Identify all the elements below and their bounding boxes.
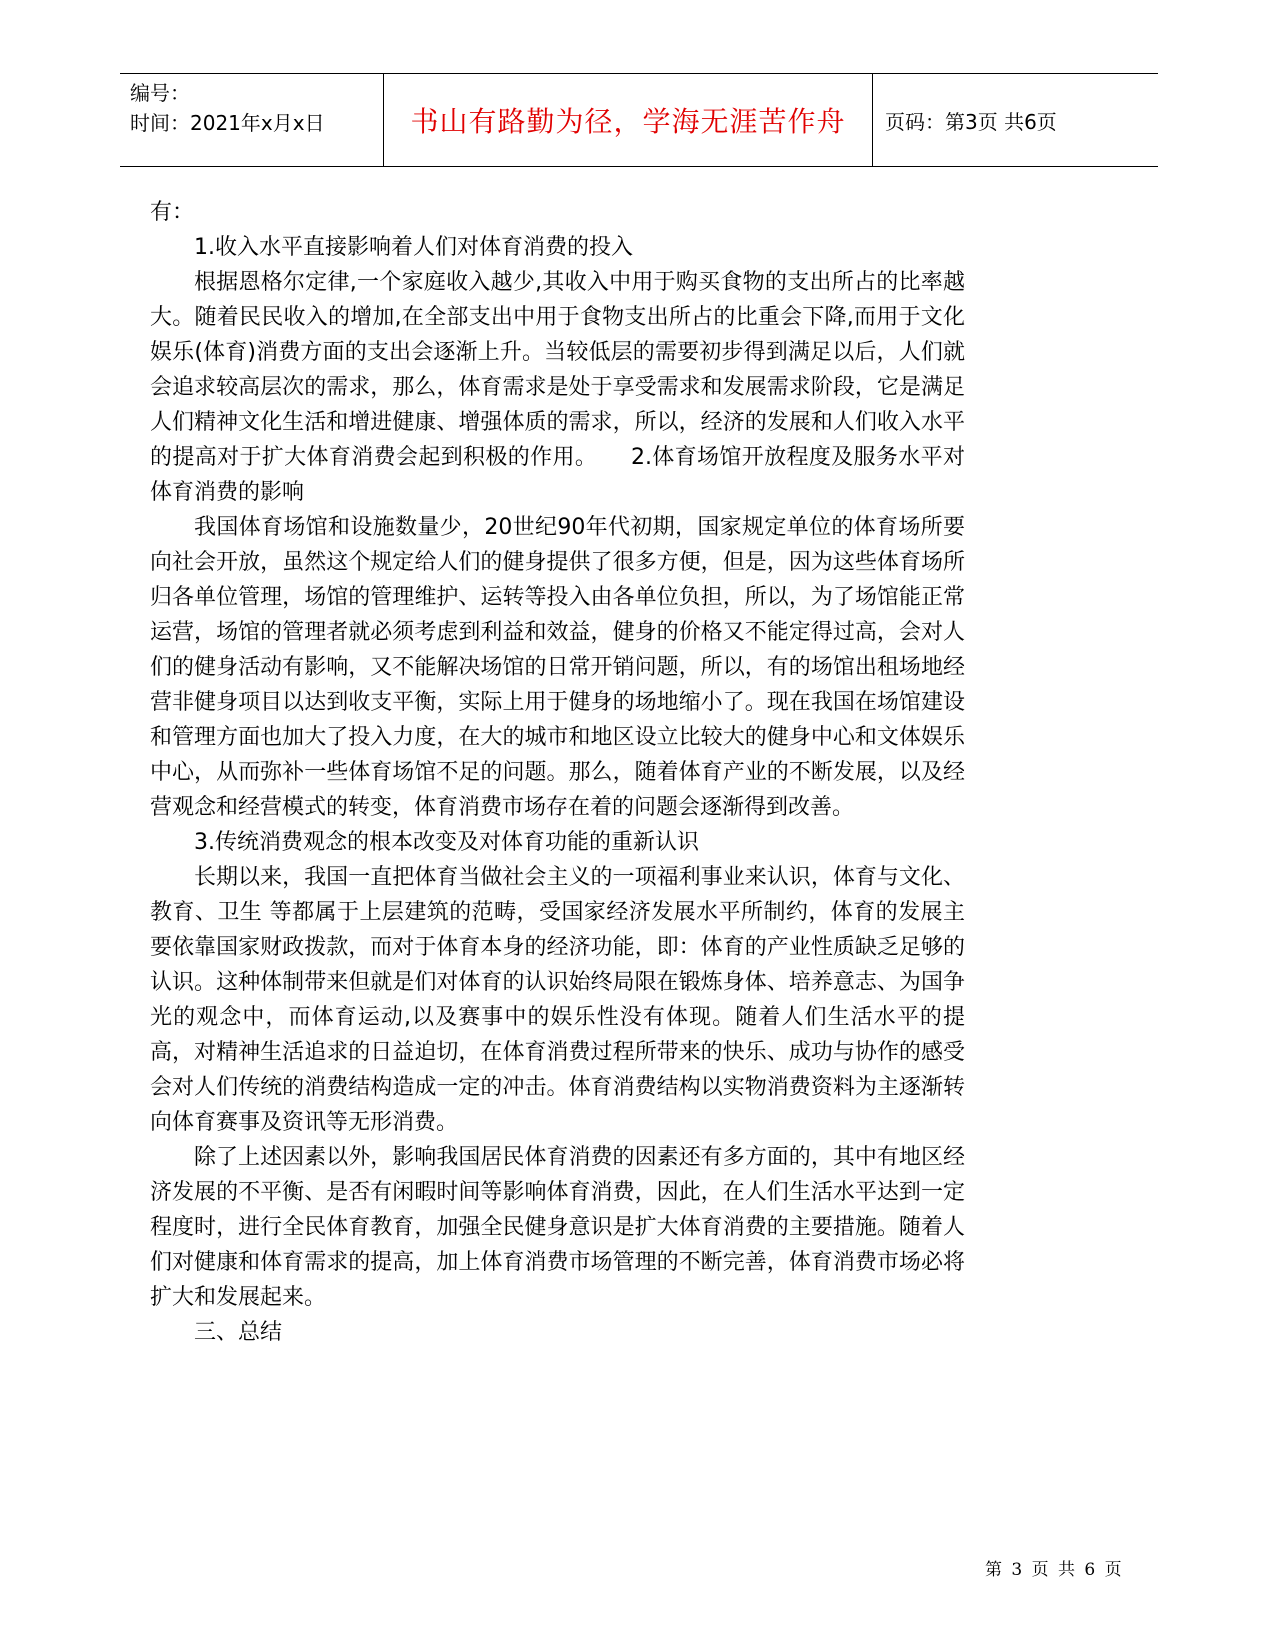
page-footer: 第 3 页 共 6 页	[985, 1560, 1124, 1580]
time-label: 时间：2021年x月x日	[130, 111, 325, 135]
paragraph-5: 长期以来，我国一直把体育当做社会主义的一项福利事业来认识，体育与文化、教育、卫生 等都属于上层建筑的范畴，受国家经济发展水平所制约，体育的发展主要依靠国家财政拨款，而对于体育本身的经济功能，即：体育的产业性质缺乏足够的认识。这种体制带来但就是们对体育的认识始终局限在锻炼身体、培养意志、为国争光的观念中，而体育运动,以及赛事中的娱乐性没有体现。随着人们生活水平的提高，对精神生活追求的日益迫切，在体育消费过程所带来的快乐、成功与协作的感受会对人们传统的消费结构造成一定的冲击。体育消费结构以实物消费资料为主逐渐转向体育赛事及资讯等无形消费。	[150, 865, 965, 1135]
paragraph-6: 除了上述因素以外，影响我国居民体育消费的因素还有多方面的，其中有地区经济发展的不平衡、是否有闲暇时间等影响体育消费，因此，在人们生活水平达到一定程度时，进行全民体育教育，加强全民健身意识是扩大体育消费的主要措施。随着人们对健康和体育需求的提高，加上体育消费市场管理的不断完善，体育消费市场必将扩大和发展起来。	[150, 1145, 965, 1310]
paragraph-3: 我国体育场馆和设施数量少，20世纪90年代初期，国家规定单位的体育场所要向社会开放，虽然这个规定给人们的健身提供了很多方便，但是，因为这些体育场所归各单位管理，场馆的管理维护、运转等投入由各单位负担，所以，为了场馆能正常运营，场馆的管理者就必须考虑到利益和效益，健身的价格又不能定得过高，会对人们的健身活动有影响，又不能解决场馆的日常开销问题，所以，有的场馆出租场地经营非健身项目以达到收支平衡，实际上用于健身的场地缩小了。现在我国在场馆建设和管理方面也加大了投入力度，在大的城市和地区设立比较大的健身中心和文体娱乐中心，从而弥补一些体育场馆不足的问题。那么，随着体育产业的不断发展，以及经营观念和经营模式的转变，体育消费市场存在着的问题会逐渐得到改善。	[150, 515, 965, 820]
paragraph-0: 有：	[150, 200, 195, 225]
header-motto: 书山有路勤为径，学海无涯苦作舟	[384, 74, 873, 166]
page-header	[120, 73, 1158, 167]
document-body	[150, 195, 965, 1350]
section-heading-summary: 三、总结	[194, 1320, 283, 1345]
number-label: 编号：	[130, 81, 190, 105]
header-page-info: 页码：第3页 共6页	[885, 109, 1057, 134]
section-heading-consumption: 3.传统消费观念的根本改变及对体育功能的重新认识	[194, 830, 699, 855]
paragraph-2: 根据恩格尔定律,一个家庭收入越少,其收入中用于购买食物的支出所占的比率越大。随着民民收入的增加,在全部支出中用于食物支出所占的比重会下降,而用于文化娱乐(体育)消费方面的支出会逐渐上升。当较低层的需要初步得到满足以后，人们就会追求较高层次的需求，那么，体育需求是处于享受需求和发展需求阶段，它是满足人们精神文化生活和增进健康、增强体质的需求，所以，经济的发展和人们收入水平的提高对于扩大体育消费会起到积极的作用。 2.体育场馆开放程度及服务水平对体育消费的影响	[150, 270, 965, 505]
section-heading-income: 1.收入水平直接影响着人们对体育消费的投入	[194, 235, 633, 260]
header-meta	[120, 74, 384, 166]
